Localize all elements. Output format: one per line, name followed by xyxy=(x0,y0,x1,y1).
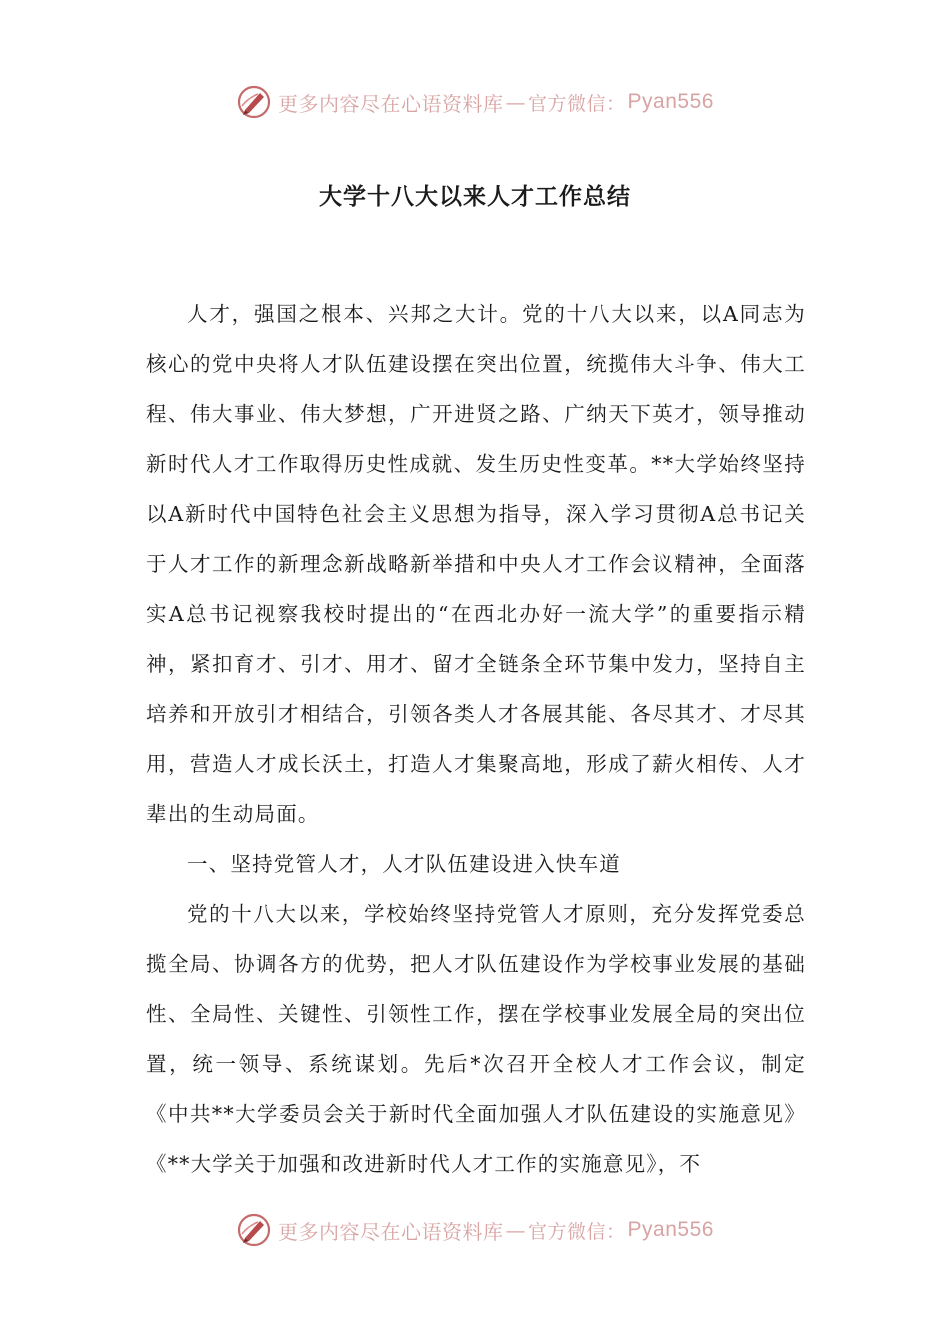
pen-logo-icon xyxy=(236,84,272,120)
banner-text: 更多内容尽在心语资料库 xyxy=(278,91,504,116)
document-body xyxy=(146,289,806,1189)
section-heading-1: 一、坚持党管人才，人才队伍建设进入快车道 xyxy=(187,852,621,876)
paragraph-intro: 人才，强国之根本、兴邦之大计。党的十八大以来，以A同志为核心的党中央将人才队伍建设摆在突出位置，统揽伟大斗争、伟大工程、伟大事业、伟大梦想，广开进贤之路、广纳天下英才，领导推动新时代人才工作取得历史性成就、发生历史性变革。**大学始终坚持以A新时代中国特色社会主义思想为指导，深入学习贯彻A总书记关于人才工作的新理念新战略新举措和中央人才工作会议精神，全面落实A总书记视察我校时提出的“在西北办好一流大学”的重要指示精神，紧扣育才、引才、用才、留才全链条全环节集中发力，坚持自主培养和开放引才相结合，引领各类人才各展其能、各尽其才、才尽其用，营造人才成长沃土，打造人才集聚高地，形成了薪火相传、人才辈出的生动局面。 xyxy=(146,302,806,826)
footer-watermark-banner xyxy=(0,1210,950,1250)
banner-separator: — xyxy=(505,1218,527,1242)
header-watermark-banner xyxy=(0,82,950,122)
wechat-label: 官方微信： xyxy=(528,1220,626,1243)
pen-logo-icon xyxy=(236,1212,272,1248)
document-title: 大学十八大以来人才工作总结 xyxy=(319,184,631,210)
paragraph-section-1: 党的十八大以来，学校始终坚持党管人才原则，充分发挥党委总揽全局、协调各方的优势，把人才队伍建设作为学校事业发展的基础性、全局性、关键性、引领性工作，摆在学校事业发展全局的突出位置，统一领导、系统谋划。先后*次召开全校人才工作会议，制定《中共**大学委员会关于新时代全面加强人才队伍建设的实施意见》《**大学关于加强和改进新时代人才工作的实施意见》，不 xyxy=(146,902,806,1176)
banner-text: 更多内容尽在心语资料库 xyxy=(278,1219,504,1244)
wechat-id: Pyan556 xyxy=(627,1218,714,1241)
wechat-label: 官方微信： xyxy=(528,92,626,115)
banner-separator: — xyxy=(505,90,527,114)
wechat-id: Pyan556 xyxy=(627,90,714,113)
